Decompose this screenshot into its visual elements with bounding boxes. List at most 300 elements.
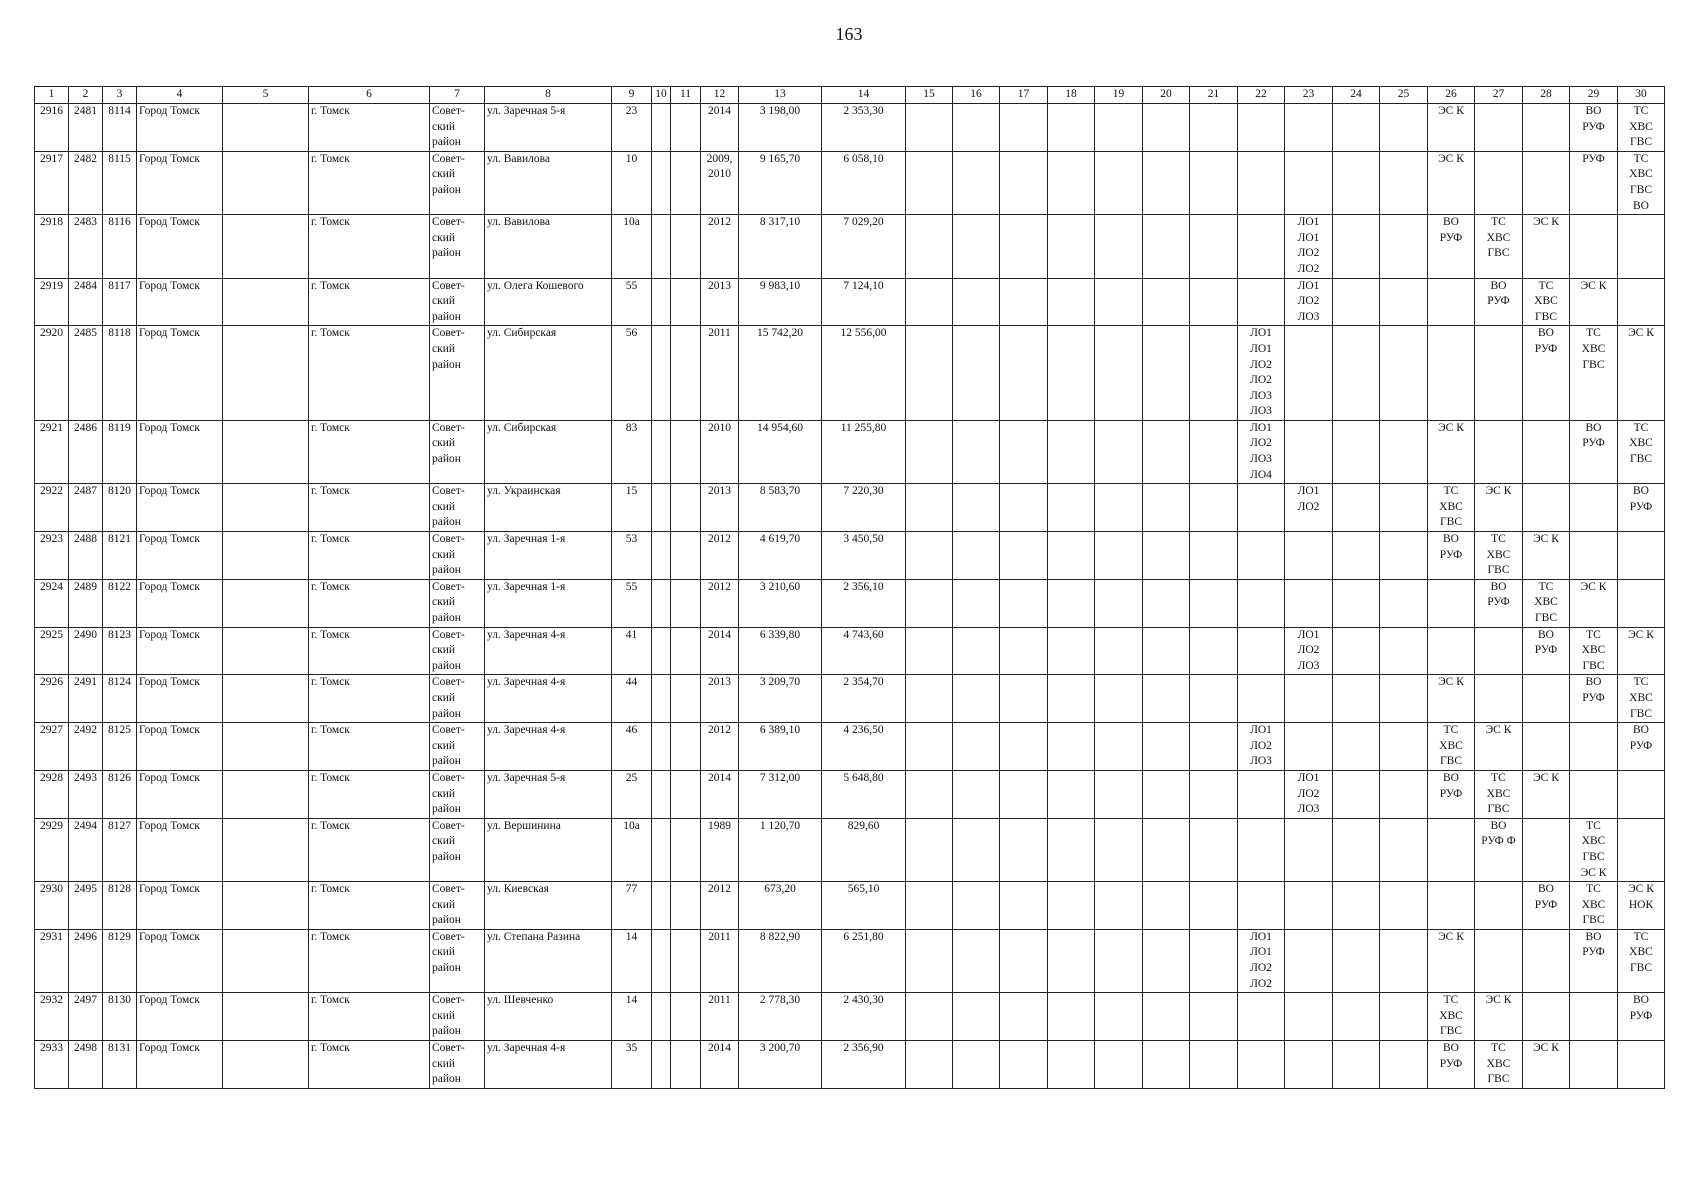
cell-col-16 <box>953 882 1000 930</box>
cell-col-29: ВО РУФ <box>1570 420 1618 483</box>
cell-col-26 <box>1428 627 1475 675</box>
cell-col-2: 2483 <box>69 215 103 278</box>
cell-col-18 <box>1048 627 1095 675</box>
cell-col-8: ул. Сибирская <box>485 326 612 421</box>
cell-col-14: 7 124,10 <box>822 278 906 326</box>
cell-col-2: 2489 <box>69 579 103 627</box>
cell-col-23 <box>1285 929 1333 992</box>
cell-col-17 <box>1000 627 1048 675</box>
cell-col-9: 77 <box>612 882 652 930</box>
cell-col-1: 2930 <box>35 882 69 930</box>
cell-col-27 <box>1475 104 1523 152</box>
cell-col-20 <box>1143 579 1190 627</box>
cell-col-16 <box>953 278 1000 326</box>
cell-col-21 <box>1190 723 1238 771</box>
cell-col-13: 8 583,70 <box>739 484 822 532</box>
table-row <box>35 929 1665 992</box>
cell-col-5 <box>223 326 309 421</box>
column-header-3: 3 <box>103 87 137 104</box>
cell-col-8: ул. Заречная 4-я <box>485 723 612 771</box>
cell-col-22 <box>1238 484 1285 532</box>
cell-col-20 <box>1143 929 1190 992</box>
cell-col-16 <box>953 1041 1000 1089</box>
cell-col-15 <box>906 278 953 326</box>
cell-col-6: г. Томск <box>309 723 430 771</box>
cell-col-28 <box>1523 151 1570 214</box>
cell-col-1: 2928 <box>35 770 69 818</box>
column-header-27: 27 <box>1475 87 1523 104</box>
cell-col-16 <box>953 420 1000 483</box>
cell-col-29: ТС ХВС ГВС <box>1570 326 1618 421</box>
cell-col-6: г. Томск <box>309 818 430 881</box>
cell-col-13: 3 198,00 <box>739 104 822 152</box>
cell-col-3: 8115 <box>103 151 137 214</box>
cell-col-15 <box>906 484 953 532</box>
cell-col-25 <box>1380 1041 1428 1089</box>
cell-col-15 <box>906 627 953 675</box>
cell-col-25 <box>1380 993 1428 1041</box>
cell-col-5 <box>223 675 309 723</box>
cell-col-3: 8130 <box>103 993 137 1041</box>
cell-col-12: 2014 <box>701 1041 739 1089</box>
cell-col-2: 2497 <box>69 993 103 1041</box>
cell-col-11 <box>671 579 701 627</box>
cell-col-6: г. Томск <box>309 326 430 421</box>
cell-col-29: ЭС К <box>1570 579 1618 627</box>
cell-col-12: 2012 <box>701 579 739 627</box>
cell-col-29 <box>1570 484 1618 532</box>
cell-col-16 <box>953 484 1000 532</box>
cell-col-29: ТС ХВС ГВС <box>1570 627 1618 675</box>
cell-col-12: 1989 <box>701 818 739 881</box>
cell-col-20 <box>1143 278 1190 326</box>
cell-col-30 <box>1618 215 1665 278</box>
cell-col-22: ЛО1 ЛО2 ЛО3 <box>1238 723 1285 771</box>
table-row <box>35 770 1665 818</box>
registry-table <box>34 86 1665 1089</box>
cell-col-20 <box>1143 770 1190 818</box>
cell-col-17 <box>1000 579 1048 627</box>
cell-col-5 <box>223 151 309 214</box>
cell-col-14: 2 353,30 <box>822 104 906 152</box>
cell-col-19 <box>1095 420 1143 483</box>
cell-col-13: 15 742,20 <box>739 326 822 421</box>
cell-col-25 <box>1380 723 1428 771</box>
cell-col-22 <box>1238 675 1285 723</box>
table-row <box>35 215 1665 278</box>
cell-col-25 <box>1380 104 1428 152</box>
cell-col-14: 6 058,10 <box>822 151 906 214</box>
cell-col-9: 41 <box>612 627 652 675</box>
column-header-7: 7 <box>430 87 485 104</box>
cell-col-10 <box>652 627 671 675</box>
cell-col-15 <box>906 882 953 930</box>
cell-col-19 <box>1095 882 1143 930</box>
cell-col-10 <box>652 484 671 532</box>
cell-col-24 <box>1333 993 1380 1041</box>
cell-col-15 <box>906 104 953 152</box>
cell-col-9: 53 <box>612 532 652 580</box>
cell-col-2: 2498 <box>69 1041 103 1089</box>
cell-col-5 <box>223 278 309 326</box>
cell-col-25 <box>1380 215 1428 278</box>
table-row <box>35 723 1665 771</box>
cell-col-27 <box>1475 151 1523 214</box>
cell-col-16 <box>953 627 1000 675</box>
cell-col-18 <box>1048 723 1095 771</box>
cell-col-4: Город Томск <box>137 993 223 1041</box>
cell-col-28 <box>1523 104 1570 152</box>
cell-col-24 <box>1333 326 1380 421</box>
cell-col-17 <box>1000 215 1048 278</box>
cell-col-15 <box>906 215 953 278</box>
cell-col-20 <box>1143 151 1190 214</box>
cell-col-13: 673,20 <box>739 882 822 930</box>
cell-col-19 <box>1095 278 1143 326</box>
cell-col-28 <box>1523 723 1570 771</box>
cell-col-21 <box>1190 215 1238 278</box>
cell-col-27 <box>1475 882 1523 930</box>
cell-col-6: г. Томск <box>309 532 430 580</box>
cell-col-24 <box>1333 1041 1380 1089</box>
cell-col-24 <box>1333 484 1380 532</box>
cell-col-18 <box>1048 818 1095 881</box>
cell-col-7: Совет- ский район <box>430 420 485 483</box>
cell-col-7: Совет- ский район <box>430 770 485 818</box>
cell-col-14: 4 743,60 <box>822 627 906 675</box>
cell-col-5 <box>223 104 309 152</box>
cell-col-6: г. Томск <box>309 770 430 818</box>
cell-col-21 <box>1190 929 1238 992</box>
cell-col-25 <box>1380 278 1428 326</box>
cell-col-17 <box>1000 420 1048 483</box>
cell-col-3: 8129 <box>103 929 137 992</box>
table-row <box>35 675 1665 723</box>
cell-col-19 <box>1095 215 1143 278</box>
cell-col-11 <box>671 1041 701 1089</box>
cell-col-11 <box>671 420 701 483</box>
cell-col-27 <box>1475 675 1523 723</box>
cell-col-25 <box>1380 326 1428 421</box>
cell-col-11 <box>671 675 701 723</box>
cell-col-16 <box>953 993 1000 1041</box>
cell-col-3: 8128 <box>103 882 137 930</box>
column-header-30: 30 <box>1618 87 1665 104</box>
cell-col-2: 2495 <box>69 882 103 930</box>
cell-col-23: ЛО1 ЛО2 ЛО3 <box>1285 627 1333 675</box>
cell-col-16 <box>953 215 1000 278</box>
cell-col-19 <box>1095 104 1143 152</box>
cell-col-30: ТС ХВС ГВС ВО <box>1618 151 1665 214</box>
cell-col-17 <box>1000 723 1048 771</box>
cell-col-9: 14 <box>612 929 652 992</box>
table-row <box>35 818 1665 881</box>
cell-col-8: ул. Вершинина <box>485 818 612 881</box>
cell-col-3: 8118 <box>103 326 137 421</box>
cell-col-1: 2923 <box>35 532 69 580</box>
cell-col-2: 2487 <box>69 484 103 532</box>
cell-col-16 <box>953 104 1000 152</box>
cell-col-28 <box>1523 675 1570 723</box>
cell-col-14: 11 255,80 <box>822 420 906 483</box>
cell-col-30: ВО РУФ <box>1618 993 1665 1041</box>
cell-col-21 <box>1190 818 1238 881</box>
column-header-11: 11 <box>671 87 701 104</box>
cell-col-15 <box>906 993 953 1041</box>
cell-col-3: 8117 <box>103 278 137 326</box>
cell-col-17 <box>1000 882 1048 930</box>
cell-col-6: г. Томск <box>309 215 430 278</box>
cell-col-4: Город Томск <box>137 929 223 992</box>
cell-col-11 <box>671 723 701 771</box>
cell-col-23 <box>1285 675 1333 723</box>
table-row <box>35 627 1665 675</box>
cell-col-17 <box>1000 993 1048 1041</box>
cell-col-27: ТС ХВС ГВС <box>1475 215 1523 278</box>
cell-col-14: 2 430,30 <box>822 993 906 1041</box>
cell-col-24 <box>1333 818 1380 881</box>
cell-col-21 <box>1190 420 1238 483</box>
cell-col-21 <box>1190 770 1238 818</box>
cell-col-18 <box>1048 579 1095 627</box>
cell-col-19 <box>1095 484 1143 532</box>
cell-col-23: ЛО1 ЛО2 ЛО3 <box>1285 770 1333 818</box>
cell-col-7: Совет- ский район <box>430 723 485 771</box>
cell-col-16 <box>953 579 1000 627</box>
cell-col-2: 2484 <box>69 278 103 326</box>
cell-col-23 <box>1285 151 1333 214</box>
cell-col-25 <box>1380 579 1428 627</box>
cell-col-21 <box>1190 579 1238 627</box>
cell-col-30 <box>1618 579 1665 627</box>
cell-col-7: Совет- ский район <box>430 882 485 930</box>
cell-col-14: 829,60 <box>822 818 906 881</box>
cell-col-21 <box>1190 278 1238 326</box>
cell-col-10 <box>652 882 671 930</box>
cell-col-5 <box>223 532 309 580</box>
cell-col-17 <box>1000 326 1048 421</box>
cell-col-19 <box>1095 151 1143 214</box>
table-row <box>35 532 1665 580</box>
cell-col-5 <box>223 420 309 483</box>
cell-col-19 <box>1095 326 1143 421</box>
cell-col-7: Совет- ский район <box>430 929 485 992</box>
cell-col-21 <box>1190 1041 1238 1089</box>
cell-col-21 <box>1190 675 1238 723</box>
cell-col-17 <box>1000 278 1048 326</box>
cell-col-23 <box>1285 420 1333 483</box>
cell-col-14: 2 356,10 <box>822 579 906 627</box>
cell-col-26: ВО РУФ <box>1428 215 1475 278</box>
cell-col-11 <box>671 929 701 992</box>
cell-col-29: РУФ <box>1570 151 1618 214</box>
cell-col-1: 2933 <box>35 1041 69 1089</box>
column-header-23: 23 <box>1285 87 1333 104</box>
cell-col-4: Город Томск <box>137 579 223 627</box>
cell-col-1: 2924 <box>35 579 69 627</box>
cell-col-28: ЭС К <box>1523 532 1570 580</box>
cell-col-11 <box>671 326 701 421</box>
column-header-17: 17 <box>1000 87 1048 104</box>
cell-col-4: Город Томск <box>137 627 223 675</box>
cell-col-15 <box>906 579 953 627</box>
cell-col-18 <box>1048 420 1095 483</box>
cell-col-9: 10а <box>612 215 652 278</box>
cell-col-4: Город Томск <box>137 104 223 152</box>
cell-col-29 <box>1570 215 1618 278</box>
cell-col-6: г. Томск <box>309 993 430 1041</box>
cell-col-5 <box>223 993 309 1041</box>
cell-col-19 <box>1095 929 1143 992</box>
cell-col-10 <box>652 532 671 580</box>
table-row <box>35 104 1665 152</box>
cell-col-8: ул. Заречная 4-я <box>485 675 612 723</box>
cell-col-25 <box>1380 882 1428 930</box>
cell-col-28: ТС ХВС ГВС <box>1523 579 1570 627</box>
cell-col-10 <box>652 675 671 723</box>
cell-col-7: Совет- ский район <box>430 675 485 723</box>
cell-col-30: ТС ХВС ГВС <box>1618 104 1665 152</box>
cell-col-9: 10 <box>612 151 652 214</box>
cell-col-28: ЭС К <box>1523 1041 1570 1089</box>
cell-col-12: 2011 <box>701 993 739 1041</box>
cell-col-18 <box>1048 1041 1095 1089</box>
cell-col-20 <box>1143 532 1190 580</box>
cell-col-23 <box>1285 579 1333 627</box>
cell-col-12: 2012 <box>701 532 739 580</box>
cell-col-24 <box>1333 627 1380 675</box>
cell-col-27: ЭС К <box>1475 484 1523 532</box>
cell-col-30: ВО РУФ <box>1618 723 1665 771</box>
cell-col-27: ТС ХВС ГВС <box>1475 770 1523 818</box>
cell-col-2: 2496 <box>69 929 103 992</box>
cell-col-11 <box>671 215 701 278</box>
cell-col-20 <box>1143 420 1190 483</box>
cell-col-30 <box>1618 278 1665 326</box>
cell-col-14: 7 029,20 <box>822 215 906 278</box>
cell-col-20 <box>1143 993 1190 1041</box>
cell-col-24 <box>1333 104 1380 152</box>
cell-col-13: 8 822,90 <box>739 929 822 992</box>
cell-col-1: 2921 <box>35 420 69 483</box>
cell-col-25 <box>1380 675 1428 723</box>
cell-col-21 <box>1190 484 1238 532</box>
cell-col-29 <box>1570 993 1618 1041</box>
cell-col-15 <box>906 532 953 580</box>
cell-col-9: 55 <box>612 579 652 627</box>
cell-col-22 <box>1238 818 1285 881</box>
cell-col-12: 2009, 2010 <box>701 151 739 214</box>
column-header-24: 24 <box>1333 87 1380 104</box>
table-row <box>35 326 1665 421</box>
cell-col-25 <box>1380 818 1428 881</box>
cell-col-1: 2918 <box>35 215 69 278</box>
cell-col-2: 2482 <box>69 151 103 214</box>
cell-col-5 <box>223 579 309 627</box>
cell-col-24 <box>1333 151 1380 214</box>
cell-col-21 <box>1190 151 1238 214</box>
column-header-22: 22 <box>1238 87 1285 104</box>
cell-col-2: 2490 <box>69 627 103 675</box>
cell-col-4: Город Томск <box>137 675 223 723</box>
cell-col-7: Совет- ский район <box>430 993 485 1041</box>
cell-col-28 <box>1523 993 1570 1041</box>
cell-col-21 <box>1190 993 1238 1041</box>
cell-col-16 <box>953 770 1000 818</box>
cell-col-27 <box>1475 627 1523 675</box>
cell-col-29: ВО РУФ <box>1570 929 1618 992</box>
cell-col-10 <box>652 151 671 214</box>
cell-col-22 <box>1238 215 1285 278</box>
cell-col-8: ул. Сибирская <box>485 420 612 483</box>
cell-col-3: 8119 <box>103 420 137 483</box>
cell-col-18 <box>1048 215 1095 278</box>
cell-col-29 <box>1570 770 1618 818</box>
cell-col-18 <box>1048 882 1095 930</box>
cell-col-7: Совет- ский район <box>430 215 485 278</box>
cell-col-30: ЭС К НОК <box>1618 882 1665 930</box>
cell-col-15 <box>906 675 953 723</box>
cell-col-26 <box>1428 326 1475 421</box>
cell-col-20 <box>1143 215 1190 278</box>
column-header-2: 2 <box>69 87 103 104</box>
cell-col-23: ЛО1 ЛО2 ЛО3 <box>1285 278 1333 326</box>
cell-col-7: Совет- ский район <box>430 326 485 421</box>
cell-col-17 <box>1000 929 1048 992</box>
column-header-13: 13 <box>739 87 822 104</box>
cell-col-25 <box>1380 484 1428 532</box>
cell-col-25 <box>1380 151 1428 214</box>
cell-col-3: 8122 <box>103 579 137 627</box>
cell-col-19 <box>1095 1041 1143 1089</box>
column-header-1: 1 <box>35 87 69 104</box>
cell-col-10 <box>652 1041 671 1089</box>
cell-col-26: ВО РУФ <box>1428 1041 1475 1089</box>
cell-col-11 <box>671 104 701 152</box>
cell-col-1: 2929 <box>35 818 69 881</box>
column-header-8: 8 <box>485 87 612 104</box>
cell-col-11 <box>671 484 701 532</box>
cell-col-18 <box>1048 278 1095 326</box>
cell-col-12: 2011 <box>701 326 739 421</box>
cell-col-13: 3 200,70 <box>739 1041 822 1089</box>
cell-col-26: ВО РУФ <box>1428 532 1475 580</box>
cell-col-18 <box>1048 929 1095 992</box>
table-row <box>35 993 1665 1041</box>
cell-col-22 <box>1238 882 1285 930</box>
cell-col-6: г. Томск <box>309 104 430 152</box>
cell-col-17 <box>1000 770 1048 818</box>
cell-col-29: ВО РУФ <box>1570 104 1618 152</box>
cell-col-19 <box>1095 627 1143 675</box>
cell-col-22: ЛО1 ЛО1 ЛО2 ЛО2 <box>1238 929 1285 992</box>
cell-col-15 <box>906 723 953 771</box>
cell-col-28: ЭС К <box>1523 770 1570 818</box>
cell-col-21 <box>1190 882 1238 930</box>
cell-col-13: 4 619,70 <box>739 532 822 580</box>
cell-col-6: г. Томск <box>309 675 430 723</box>
cell-col-1: 2932 <box>35 993 69 1041</box>
cell-col-14: 5 648,80 <box>822 770 906 818</box>
cell-col-24 <box>1333 215 1380 278</box>
table-row <box>35 1041 1665 1089</box>
cell-col-6: г. Томск <box>309 1041 430 1089</box>
cell-col-23 <box>1285 532 1333 580</box>
column-header-19: 19 <box>1095 87 1143 104</box>
cell-col-17 <box>1000 104 1048 152</box>
cell-col-25 <box>1380 627 1428 675</box>
cell-col-28: ВО РУФ <box>1523 627 1570 675</box>
